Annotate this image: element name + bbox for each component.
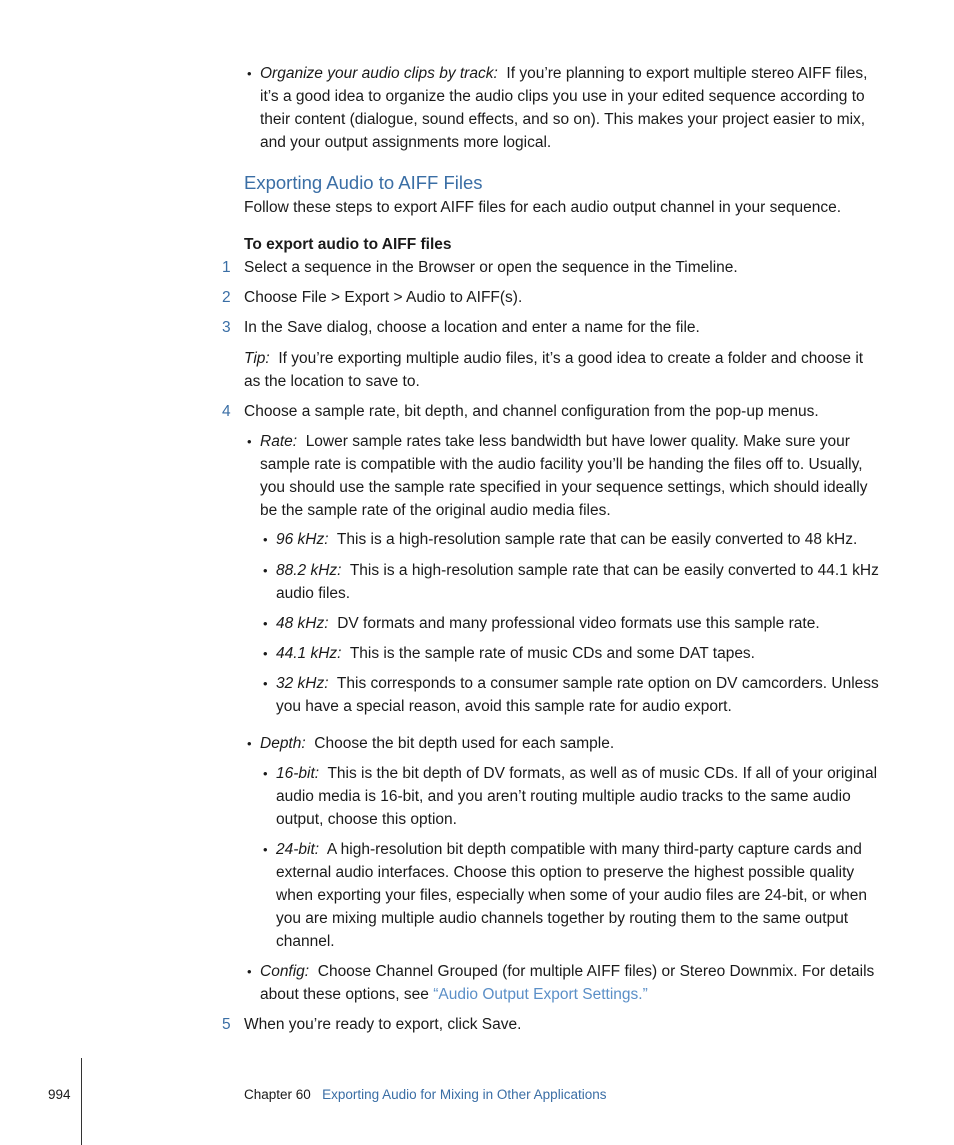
rate-lead: Rate:: [260, 433, 298, 450]
rate-option-text: This corresponds to a consumer sample rate option on DV camcorders. Unless you have a special reason, avoid this sample rate for audio export.: [276, 675, 879, 715]
section-heading: Exporting Audio to AIFF Files: [244, 172, 483, 193]
bullet-marker: •: [247, 964, 252, 979]
depth-option: [276, 838, 880, 953]
rate-option-text: This is a high-resolution sample rate that can be easily converted to 48 kHz.: [336, 531, 858, 548]
rate-option: [276, 672, 880, 718]
config-bullet: [260, 960, 880, 1006]
page-number: 994: [48, 1087, 71, 1102]
bullet-marker: •: [247, 66, 252, 81]
rate-option-lead: 32 kHz:: [276, 675, 329, 692]
step-number: 5: [222, 1016, 231, 1033]
intro-bullet: [260, 62, 880, 154]
intro-bullet-lead: Organize your audio clips by track:: [260, 65, 498, 82]
rate-option-lead: 96 kHz:: [276, 531, 329, 548]
rate-bullet: [260, 430, 880, 522]
rate-option-text: DV formats and many professional video formats use this sample rate.: [337, 615, 820, 632]
step-text: Select a sequence in the Browser or open the sequence in the Timeline.: [244, 259, 738, 276]
procedure-title: To export audio to AIFF files: [244, 236, 452, 253]
rate-option-text: This is the sample rate of music CDs and some DAT tapes.: [349, 645, 755, 662]
config-lead: Config:: [260, 963, 310, 980]
sub-bullet-marker: •: [263, 676, 268, 691]
chapter-title: Exporting Audio for Mixing in Other Applications: [322, 1087, 607, 1102]
step-text: Choose a sample rate, bit depth, and channel configuration from the pop-up menus.: [244, 403, 819, 420]
bullet-marker: •: [247, 736, 252, 751]
step-text: Choose File > Export > Audio to AIFF(s).: [244, 289, 523, 306]
chapter-label: Chapter 60: [244, 1087, 311, 1102]
rate-option-lead: 88.2 kHz:: [276, 562, 342, 579]
rate-option: [276, 642, 880, 665]
tip-text: If you’re exporting multiple audio files, it’s a good idea to create a folder and choose it as the location to save to.: [244, 350, 864, 390]
step-number: 4: [222, 403, 231, 420]
tip-lead: Tip:: [244, 350, 270, 367]
depth-text: Choose the bit depth used for each sample.: [314, 735, 615, 752]
intro-bullet-text: If you’re planning to export multiple stereo AIFF files, it’s a good idea to organize the audio clips you use in your edited sequence according to their content (dialogue, sound effects, and so on). This makes your project easier to mix, and your output assignments more logical.: [260, 65, 868, 151]
audio-output-settings-link[interactable]: “Audio Output Export Settings.”: [433, 986, 648, 1003]
sub-bullet-marker: •: [263, 842, 268, 857]
step-text: In the Save dialog, choose a location and enter a name for the file.: [244, 319, 700, 336]
depth-lead: Depth:: [260, 735, 306, 752]
tip-note: [244, 347, 880, 393]
rate-option: [276, 528, 880, 551]
rate-option-text: This is a high-resolution sample rate that can be easily converted to 44.1 kHz audio files.: [276, 562, 879, 602]
step-number: 3: [222, 319, 231, 336]
depth-option-text: This is the bit depth of DV formats, as well as of music CDs. If all of your original audio media is 16-bit, and you aren’t routing multiple audio tracks to the same audio output, choose this option.: [276, 765, 878, 828]
rate-option: [276, 612, 880, 635]
depth-bullet: [260, 732, 880, 755]
sub-bullet-marker: •: [263, 532, 268, 547]
config-text: Choose Channel Grouped (for multiple AIFF files) or Stereo Downmix. For details about these options, see: [260, 963, 875, 1003]
rate-option: [276, 559, 880, 605]
sub-bullet-marker: •: [263, 766, 268, 781]
footer-chapter: [244, 1086, 606, 1104]
step-number: 1: [222, 259, 231, 276]
section-intro: Follow these steps to export AIFF files for each audio output channel in your sequence.: [244, 199, 842, 216]
depth-option-lead: 24-bit:: [276, 841, 320, 858]
sub-bullet-marker: •: [263, 616, 268, 631]
bullet-marker: •: [247, 434, 252, 449]
depth-option: [276, 762, 880, 831]
depth-option-lead: 16-bit:: [276, 765, 320, 782]
step-number: 2: [222, 289, 231, 306]
step-text: When you’re ready to export, click Save.: [244, 1016, 522, 1033]
footer-divider: [81, 1058, 82, 1145]
rate-text: Lower sample rates take less bandwidth but have lower quality. Make sure your sample rate is compatible with the audio facility you’ll be handing the files off to. Usually, you should use the sample rate specified in your sequence settings, which should ideally be the sample rate of the original audio media files.: [260, 433, 868, 519]
rate-option-lead: 48 kHz:: [276, 615, 329, 632]
depth-option-text: A high-resolution bit depth compatible with many third-party capture cards and external audio interfaces. Choose this option to preserve the highest possible quality when exporting your files, especially when some of your audio files are 24-bit, or when you are mixing multiple audio channels together by routing them to the same output channel.: [276, 841, 868, 950]
sub-bullet-marker: •: [263, 563, 268, 578]
sub-bullet-marker: •: [263, 646, 268, 661]
rate-option-lead: 44.1 kHz:: [276, 645, 342, 662]
